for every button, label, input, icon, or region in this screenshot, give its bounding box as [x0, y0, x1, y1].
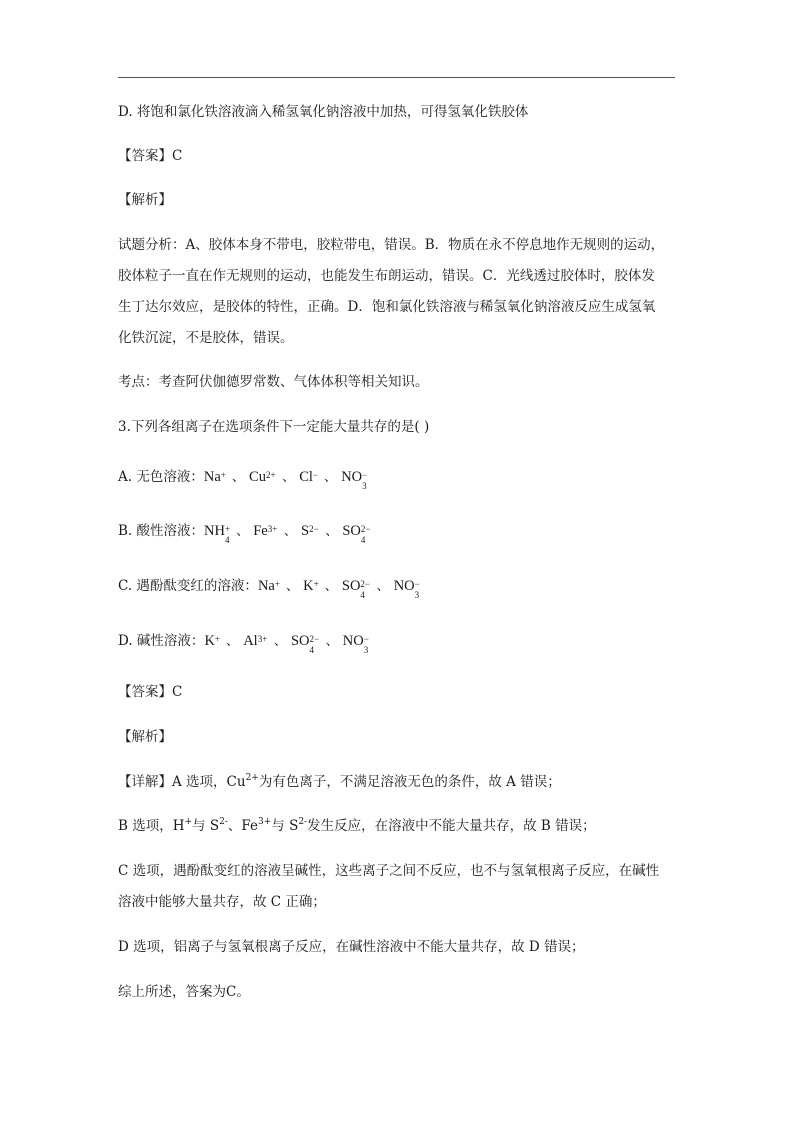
detail-b-p1: B 选项，H [118, 818, 185, 834]
ion [342, 521, 373, 545]
ion [341, 576, 373, 600]
ion-subscript: 3 [414, 590, 420, 600]
q3-option-c [118, 576, 688, 600]
option-a-ions [203, 469, 369, 491]
q3-detail-a [118, 772, 688, 792]
option-b-label: B. 酸性溶液： [118, 523, 205, 539]
ion-symbol: K [204, 633, 215, 649]
ion-symbol: Cu [249, 469, 266, 485]
option-b-ions [204, 523, 373, 545]
ion-separator: 、 [281, 579, 304, 594]
ion-symbol: NO [341, 469, 363, 485]
ion-symbol: Al [243, 633, 258, 649]
ion-symbol: Na [203, 469, 221, 485]
ion [299, 467, 320, 487]
ion-separator: 、 [321, 634, 343, 649]
ion [341, 467, 369, 491]
ion-symbol: SO [290, 633, 310, 649]
ion [249, 467, 278, 487]
ion-separator: 、 [221, 634, 244, 649]
q3-option-a [118, 467, 688, 491]
ion-symbol: NH [204, 523, 225, 539]
q2-analysis-heading: 【解析】 [118, 192, 172, 208]
detail-b-p3: 、Fe [227, 818, 258, 834]
ion [243, 631, 270, 651]
q2-analysis-line-3: 生丁达尔效应，是胶体的特性，正确。D．饱和氯化铁溶液与稀氢氧化钠溶液反应生成氢氧 [118, 299, 656, 315]
ion-symbol: S [301, 523, 310, 539]
q3-detail-c-line-1: C 选项，遇酚酞变红的溶液呈碱性，这些离子之间不反应，也不与氢氧根离子反应，在碱性 [118, 863, 660, 879]
detail-a-sup: 2+ [245, 773, 259, 783]
detail-b-p4: 与 S [271, 818, 299, 834]
ion [303, 576, 320, 596]
ion-symbol: SO [342, 523, 361, 539]
ion-charge: − [362, 470, 368, 480]
q3-detail-b [118, 816, 688, 836]
detail-b-s3: 3+ [258, 817, 272, 827]
ion-subscript: 3 [363, 645, 369, 655]
ion-symbol: Cl [299, 469, 313, 485]
ion-separator: 、 [227, 470, 250, 485]
detail-b-s4: 2- [298, 817, 308, 827]
detail-a-prefix: 【详解】A 选项，Cu [118, 774, 246, 790]
detail-b-p5: 发生反应，在溶液中不能大量共存，故 B 错误； [307, 818, 596, 834]
q2-analysis-line-1: 试题分析：A、胶体本身不带电，胶粒带电，错误。B．物质在永不停息地作无规则的运动， [118, 237, 665, 253]
detail-a-suffix: 为有色离子，不满足溶液无色的条件，故 A 错误； [258, 774, 561, 790]
ion-charge: − [312, 470, 318, 480]
option-a-label: A. 无色溶液： [118, 469, 204, 485]
ion-charge: + [274, 579, 280, 589]
ion-charge: + [220, 470, 226, 480]
ion-subscript: 4 [224, 535, 230, 545]
ion-symbol: NO [393, 578, 415, 594]
detail-b-s1: + [184, 817, 193, 827]
q2-kaodian: 考点：考查阿伏伽德罗常数、气体体积等相关知识。 [118, 374, 429, 390]
ion-separator: 、 [277, 470, 300, 485]
ion-charge: 2− [309, 634, 320, 644]
ion [290, 631, 322, 655]
ion-separator: 、 [321, 524, 343, 539]
q3-summary: 综上所述，答案为C。 [118, 984, 250, 1000]
q2-analysis-line-2: 胶体粒子一直在作无规则的运动，也能发生布朗运动，错误。C．光线透过胶体时，胶体发 [118, 268, 655, 284]
q2-answer: 【答案】C [118, 148, 183, 164]
ion [393, 576, 422, 600]
ion-charge: − [363, 634, 369, 644]
ion-charge: 3+ [257, 634, 268, 644]
ion-separator: 、 [231, 524, 254, 539]
ion [253, 521, 280, 541]
option-c-label: C. 遇酚酞变红的溶液： [118, 578, 258, 594]
ion-charge: 2− [309, 524, 319, 534]
ion [258, 576, 282, 596]
ion-subscript: 4 [309, 645, 314, 655]
q3-option-d [118, 631, 688, 655]
option-d-ions [204, 633, 370, 655]
ion [204, 467, 228, 487]
ion-separator: 、 [269, 634, 291, 649]
q3-answer: 【答案】C [118, 684, 183, 700]
ion-charge: 2− [360, 524, 371, 534]
ion-symbol: K [303, 578, 314, 594]
q2-analysis-line-4: 化铁沉淀，不是胶体，错误。 [118, 330, 294, 346]
detail-b-s2: 2- [219, 817, 228, 827]
q3-option-b [118, 521, 688, 545]
option-d-label: D. 碱性溶液： [118, 633, 205, 649]
q3-detail-c-line-2: 溶液中能够大量共存，故 C 正确； [118, 894, 326, 910]
ion-charge: − [414, 579, 420, 589]
ion [342, 631, 371, 655]
option-c-ions [257, 578, 422, 600]
ion-separator: 、 [319, 470, 342, 485]
ion-charge: + [224, 524, 231, 534]
ion [204, 631, 221, 651]
ion-subscript: 4 [360, 590, 365, 600]
ion-charge: 2− [360, 579, 370, 589]
ion-separator: 、 [372, 579, 394, 594]
header-rule [118, 77, 675, 78]
ion-charge: + [313, 579, 319, 589]
ion [204, 521, 232, 545]
ion-charge: + [214, 634, 220, 644]
ion-charge: 2+ [265, 470, 276, 480]
q2-option-d: D. 将饱和氯化铁溶液滴入稀氢氧化钠溶液中加热，可得氢氧化铁胶体 [118, 104, 529, 120]
ion-separator: 、 [320, 579, 342, 594]
ion-subscript: 3 [362, 481, 367, 491]
ion-charge: 3+ [267, 524, 278, 534]
detail-b-p2: 与 S [192, 818, 220, 834]
ion-symbol: NO [342, 633, 364, 649]
ion-separator: 、 [279, 524, 301, 539]
ion-subscript: 4 [360, 535, 366, 545]
q3-detail-d: D 选项，铝离子与氢氧根离子反应，在碱性溶液中不能大量共存，故 D 错误； [118, 939, 585, 955]
ion-symbol: SO [341, 578, 361, 594]
ion-symbol: Na [257, 578, 275, 594]
ion [301, 521, 321, 541]
ion-symbol: Fe [253, 523, 268, 539]
q3-analysis-heading: 【解析】 [118, 729, 172, 745]
q3-stem: 3.下列各组离子在选项条件下一定能大量共存的是( ) [118, 419, 430, 435]
